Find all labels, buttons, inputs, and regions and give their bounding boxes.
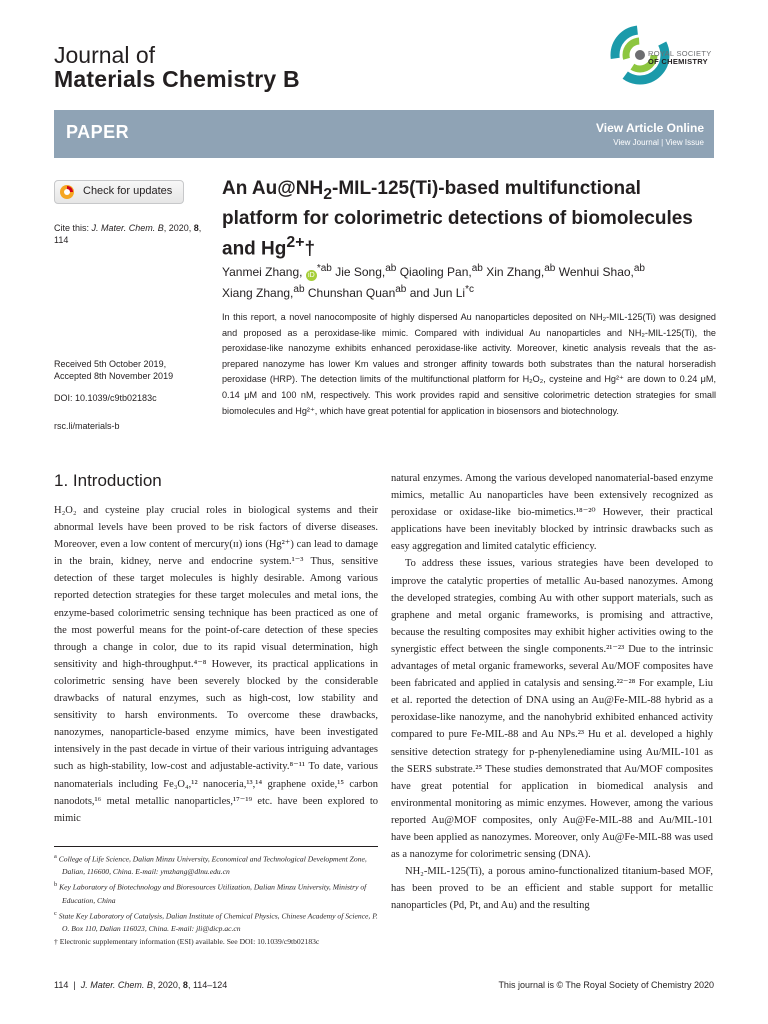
received-date: Received 5th October 2019, [54,359,167,369]
cite-volume: 8 [193,223,199,233]
author-name[interactable]: and Jun Li [406,286,466,300]
footnote-text: Key Laboratory of Biotechnology and Bioresources Utilization, Dalian Minzu University, Ministry of Education, China [59,882,367,905]
author-name[interactable]: Qiaoling Pan, [396,265,472,279]
body-column-left [54,502,378,827]
paragraph: H₂O₂ and cysteine play crucial roles in biological systems and their abnormal levels have been proved to be risk factors of diverse diseases. Moreover, even a low content of mercury(ɪɪ) ions (Hg²⁺) can lead to damage in the brain, kidney, nerve and endocrine system.¹⁻³ Thus, sensitive detection of these target molecules is highly desirable. Among various reported detection strategies for these target molecules and metal ions, the enzyme-based colorimetric sensing technique has been practiced as one of the most powerful means for the point-of-care detection of these species through a change in color, due to its rapid visual determination, high sensitivity and high-throughput.⁴⁻⁸ However, its practical applications in colorimetric sensing have been severely blocked by the considerable drawbacks of natural enzymes, such as high-cost, low stability and sensitivity to harsh environments. To overcome these drawbacks, nanozymes, nanoparticle-based enzyme mimics, have been investigated intensively in the past decade in virtue of their various intriguing advantages such as high-stability, low-cost and adjustable-activity.⁸⁻¹¹ To date, various nanomaterials including Fe₃O₄,¹² nanoceria,¹³,¹⁴ graphene oxide,¹⁵ carbon nanodots,¹⁶ metal metallic nanoparticles,¹⁷⁻¹⁹ etc. have been explored to mimic [54,505,378,824]
footnote-mark: a [54,853,57,860]
footnotes [54,851,384,949]
article-title [222,177,722,261]
footnote-text: College of Life Science, Dalian Minzu University, Economical and Technological Development Zone, Dalian, 116600, China. E-mail: ymzhang@dlnu.edu.cn [58,854,367,877]
footnote [54,936,384,949]
author-affiliation: ab [385,263,397,274]
footnote [54,879,384,907]
author-name[interactable]: Xiang Zhang, [222,286,294,300]
cite-journal: J. Mater. Chem. B [91,223,164,233]
body-column-right [391,470,713,914]
cite-pages: , 114 [54,223,202,245]
cite-this [54,222,204,246]
footer-journal: J. Mater. Chem. B [80,980,153,990]
article-type-label: PAPER [66,122,130,142]
author-affiliation: *ab [316,263,332,274]
rsc-short-link[interactable]: rsc.li/materials-b [54,421,120,431]
page-footer-left [54,980,227,990]
page-footer-right: This journal is © The Royal Society of Chemistry 2020 [498,980,714,990]
title-part1: An Au@NH [222,178,324,199]
article-type-banner [54,110,714,158]
abstract: In this report, a novel nanocomposite of highly dispersed Au nanoparticles deposited on NH₂-MIL-125(Ti) was designed and proposed as a peroxidase-like mimic. Compared with individual Au nanoparticles and NH₂-MIL-125(Ti), the peroxidase-like nanozyme exhibits enhanced peroxidase-like activity. Moreover, kinetic analysis reveals that the as-prepared nanozyme has lower Km values and stronger affinity towards both substrates than the natural horseradish peroxidase (HRP). The detection limits of the multifunctional platform for H₂O₂, cysteine and Hg²⁺ are down to 0.24 μM, 0.14 μM and 100 nM, respectively. This work provides rapid and sensitive colorimetric detection strategies for small biomolecules and Hg²⁺, which have great potential for application in biosensors and biotechnology. [222,312,716,416]
author-affiliation: ab [395,284,407,295]
journal-title [54,43,300,91]
authors [222,260,722,302]
author-affiliation: ab [633,263,645,274]
rsc-logo-text [648,50,712,66]
footnote-mark: c [54,909,57,917]
article-dates [54,358,204,382]
author-name[interactable]: Jie Song, [331,265,386,279]
author-name[interactable]: Chunshan Quan [304,286,396,300]
footnote [54,908,384,936]
footer-pages: , 114–124 [187,980,228,990]
footnote-mark: b [54,881,58,889]
doi[interactable]: DOI: 10.1039/c9tb02183c [54,393,157,403]
banner-links [613,138,704,147]
author-affiliation: ab [544,263,556,274]
banner-link-separator: | [658,138,666,147]
author-affiliation: *c [465,284,474,295]
rsc-logo-line2: OF CHEMISTRY [648,57,708,66]
rsc-logo-line1: ROYAL SOCIETY [648,49,712,58]
journal-title-line2: Materials Chemistry B [54,66,300,92]
footer-separator: | [68,980,81,990]
footnote-text: Electronic supplementary information (ESI) available. See DOI: 10.1039/c9tb02183c [59,937,320,947]
paragraph: natural enzymes. Among the various developed nanomaterial-based enzyme mimics, metallic Au nanoparticles have been extensively recognized as peroxidase or oxidase-like bio-mimetics.¹⁸⁻²⁰ However, their practical applications have been inevitably blocked by intrinsic drawbacks such as easy aggregation and limited catalytic efficiency. [391,473,713,553]
title-subscript: 2 [323,185,333,203]
view-journal-link[interactable]: View Journal [613,138,659,147]
orcid-icon[interactable]: iD [306,270,317,281]
cite-label: Cite this: [54,223,92,233]
title-dagger: † [304,238,316,260]
footnote-mark: † [54,937,58,947]
author-affiliation: ab [293,284,305,295]
check-for-updates-button[interactable] [54,180,184,204]
accepted-date: Accepted 8th November 2019 [54,371,174,381]
check-for-updates-label: Check for updates [83,185,173,197]
rsc-logo[interactable] [610,20,720,90]
view-issue-link[interactable]: View Issue [665,138,704,147]
paragraph: To address these issues, various strategies have been developed to improve the catalytic properties of metallic Au-based nanozymes. Among the developed strategies, combing Au with other support materials, such as graphene and metal organic frameworks, is promising and attractive, because the resulting composites may exhibit higher activities owing to the synergistic effect between the single components.²¹⁻²³ Due to the intrinsic advantages of metal organic frameworks, several Au/MOF composites have been fabricated and applied in catalysis and sensing.²²⁻²⁸ For example, Liu et al. reported the detection of DNA using an Au@Fe-MIL-88 hybrid as a peroxidase-like nanozyme, and the nanohybrid exhibited enhanced activity compared to pure Fe-MIL-88 and Au NPs.²³ Hu et al. developed a highly sensitive detection strategy for p-phenylenediamine using Au/MIL-101 as the SERS substrate.²⁵ These studies demonstrated that Au/MOF composites have great potential for application in biomedical analysis and environmental monitoring as mimic enzymes. However, among the various reported Au@MOF composites, only Au@Fe-MIL-88 and Au/MIL-101 have been applied as nanozymes. Moreover, only Au@Fe-MIL-88 was used as a nanozyme for colorimetric sensing (DNA). [391,558,713,861]
footnote-divider [54,846,378,847]
view-article-online-link[interactable]: View Article Online [595,121,704,135]
footer-volume: 8 [182,980,188,990]
check-updates-icon [59,184,75,200]
footer-year: , 2020, [152,980,183,990]
footnote [54,851,384,879]
title-part2: -MIL-125(Ti)-based multifunctional platform for colorimetric detections of biomolecules and Hg [222,178,693,260]
page-number: 114 [54,980,69,990]
paragraph: NH₂-MIL-125(Ti), a porous amino-functionalized titanium-based MOF, has been proved to be an efficient and stable support for metallic nanoparticles (Pd, Pt, and Au) and the resulting [391,866,713,912]
footnote-text: State Key Laboratory of Catalysis, Dalian Institute of Chemical Physics, Chinese Academy of Science, P. O. Box 110, Dalian 116023, China. E-mail: jli@dicp.ac.cn [58,911,378,934]
author-affiliation: ab [471,263,483,274]
author-name[interactable]: Wenhui Shao, [555,265,634,279]
author-name[interactable]: Yanmei Zhang, [222,265,303,279]
author-name[interactable]: Xin Zhang, [482,265,545,279]
cite-year: , 2020, [163,223,194,233]
title-superscript: 2+ [286,233,305,251]
journal-title-line1: Journal of [54,42,156,68]
section-heading-introduction: 1. Introduction [54,471,162,490]
